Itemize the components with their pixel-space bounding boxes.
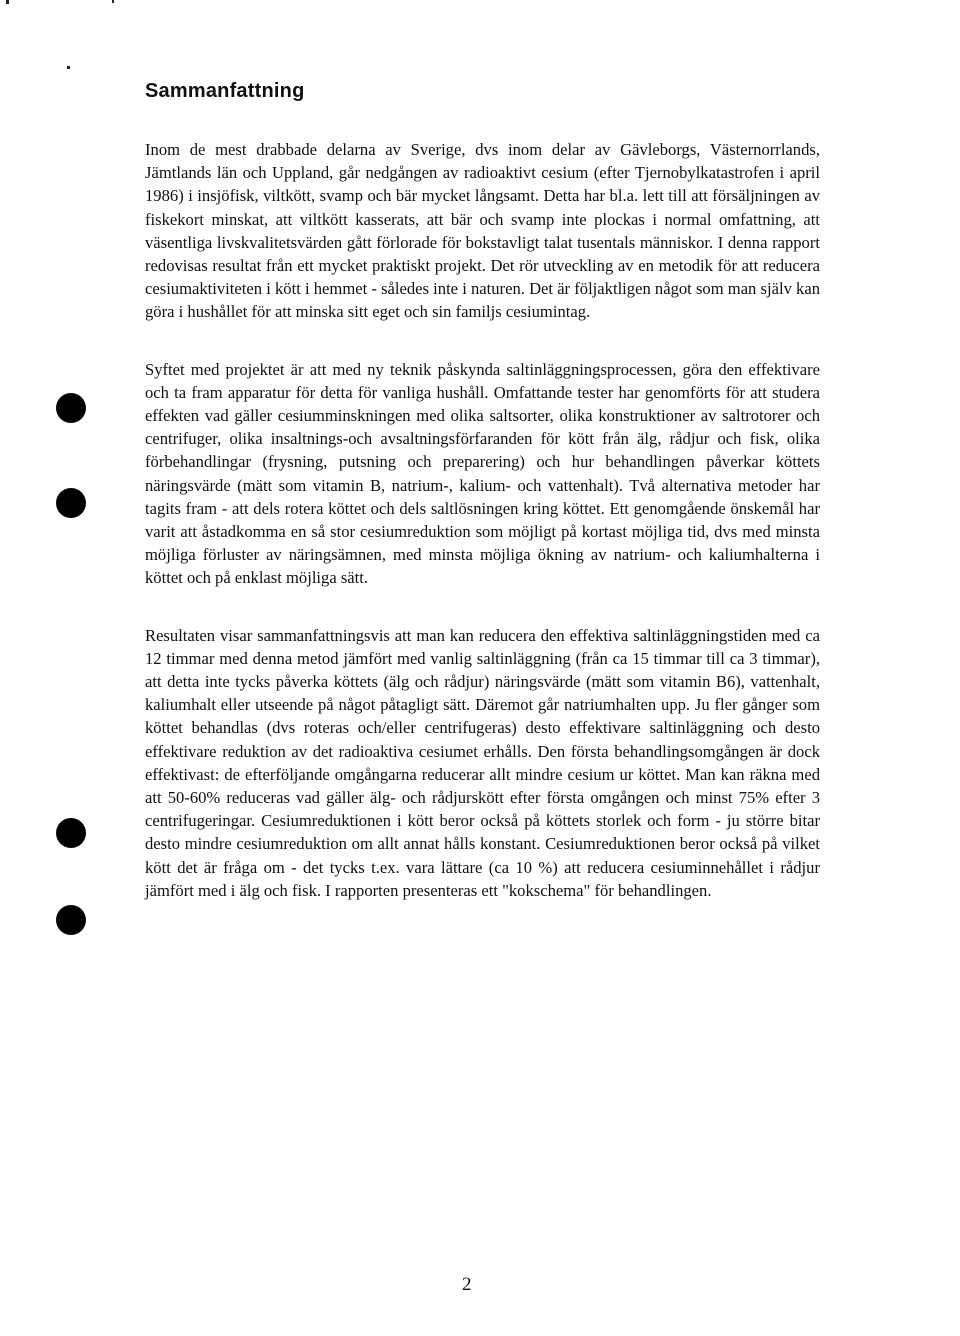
punch-hole-3: [56, 818, 86, 848]
results-paragraph: Resultaten visar sammanfattningsvis att man kan reducera den effektiva saltinläggningstiden med ca 12 timmar med denna metod jämfört med vanlig saltinläggning (från ca 15 timmar till ca 3 timmar), att detta inte tycks påverka köttets (älg och rådjur) näringsvärde (mätt som vitamin B6), vattenhalt, kaliumhalt eller utseende på något påtagligt sätt. Däremot går natriumhalten upp. Ju fler gånger som köttet behandlas (dvs roteras och/eller centrifugeras) desto effektivare saltinläggning och desto effektivare reduktion av det radioaktiva cesiumet erhålls. Den första behandlingsomgången är dock effektivast: de efterföljande omgångarna reducerar allt mindre cesium ur köttet. Man kan räkna med att 50-60% reduceras vad gäller älg- och rådjurskött efter första omgången och minst 75% efter 3 centrifugeringar. Cesiumreduktionen i kött beror också på köttets storlek och form - ju större bitar desto mindre cesiumreduktion om allt annat hålls konstant. Cesiumreduktionen beror också på vilket kött det är fråga om - det tycks t.ex. vara lättare (ca 10 %) att reducera cesiuminnehållet i rådjur jämfört med i älg och fisk. I rapporten presenteras ett "kokschema" för behandlingen.: [145, 625, 820, 900]
scan-speck-left: [67, 66, 70, 69]
page-number: 2: [462, 1274, 472, 1295]
punch-hole-4: [56, 905, 86, 935]
summary-paragraph: Inom de mest drabbade delarna av Sverige, dvs inom delar av Gävleborgs, Västernorrlands, Jämtlands län och Uppland, går nedgången av radioaktivt cesium (efter Tjernobylkatastrofen i april 1986) i insjöfisk, viltkött, svamp och bär mycket långsamt. Detta har bl.a. lett till att försäljningen av fiskekort minskat, att viltkött kasserats, att bär och svamp inte plockas i normal omfattning, att väsentliga livskvalitetsvärden gått förlorade för bokstavligt talat tusentals människor. I denna rapport redovisas resultat från ett mycket praktiskt projekt. Det rör utveckling av en metodik för att reducera cesiumaktiviteten i kött i hemmet - således inte i naturen. Det är följaktligen något som man själv kan göra i hushållet för att minska sitt eget och sin familjs cesiumintag.: [145, 140, 820, 322]
punch-hole-1: [56, 393, 86, 423]
scan-speck-top-left: [6, 0, 9, 4]
scan-speck-top-right: [112, 0, 114, 3]
page-title: Sammanfattning: [145, 80, 305, 102]
document-page: [145, 80, 820, 936]
punch-hole-2: [56, 488, 86, 518]
purpose-paragraph: Syftet med projektet är att med ny teknik påskynda saltinläggningsprocessen, göra den effektivare och ta fram apparatur för detta för vanliga hushåll. Omfattande tester har genomförts för att studera effekten vad gäller cesiumminskningen med olika saltsorter, olika konstruktioner av saltrotorer och centrifuger, olika insaltnings-och avsaltningsförfaranden för kött från älg, rådjur och fisk, olika förbehandlingar (frysning, putsning och preparering) och hur behandlingen påverkar köttets näringsvärde (mätt som vitamin B, natrium-, kalium- och vattenhalt). Två alternativa metoder har tagits fram - att dels rotera köttet och dels saltlösningen kring köttet. Ett genomgående önskemål har varit att åstadkomma en så stor cesiumreduktion som möjligt på kortast möjliga tid, dvs med minsta möjliga förluster av näringsämnen, med minsta möjliga ökning av natrium- och kaliumhalterna i köttet och på enklast möjliga sätt.: [145, 359, 820, 588]
